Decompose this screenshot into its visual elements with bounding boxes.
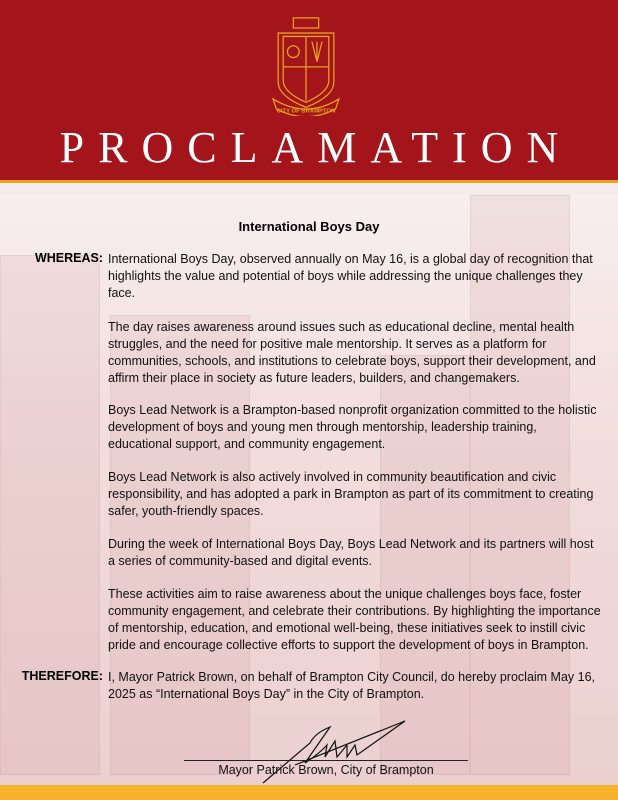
text-line: responsibility, and has adopted a park in Brampton as part of its commitment to creating <box>108 487 594 501</box>
text-line: safer, youth-friendly spaces. <box>108 504 264 518</box>
paragraph-2 <box>108 319 596 387</box>
text-line: communities, schools, and institutions to celebrate boys, support their development, and <box>108 354 596 368</box>
text-line: The day raises awareness around issues such as educational decline, mental health <box>108 320 575 334</box>
text-line: International Boys Day, observed annually on May 16, is a global day of recognition that <box>108 252 593 266</box>
text-line: These activities aim to raise awareness about the unique challenges boys face, foster <box>108 587 582 601</box>
text-line: struggles, and the need for positive male mentorship. It serves as a platform for <box>108 337 547 351</box>
text-line: Boys Lead Network is a Brampton-based nonprofit organization committed to the holistic <box>108 403 597 417</box>
paragraph-4 <box>108 469 593 520</box>
divider-strip <box>0 183 618 195</box>
text-line: highlights the value and potential of boys while addressing the unique challenges they <box>108 269 583 283</box>
therefore-paragraph <box>108 669 595 703</box>
text-line: During the week of International Boys Day, Boys Lead Network and its partners will host <box>108 537 594 551</box>
text-line: educational support, and community engagement. <box>108 437 386 451</box>
paragraph-3 <box>108 402 596 453</box>
text-line: pride and encourage collective efforts to support the development of boys in Brampton. <box>108 638 589 652</box>
text-line: a series of community-based and digital events. <box>108 554 373 568</box>
text-line: community engagement, and celebrate their contributions. By highlighting the importance <box>108 604 601 618</box>
paragraph-1 <box>108 251 593 302</box>
header-banner <box>0 0 618 180</box>
paragraph-6 <box>108 586 601 654</box>
whereas-label: WHEREAS: <box>34 251 103 265</box>
svg-text:CITY OF BRAMPTON: CITY OF BRAMPTON <box>276 108 336 115</box>
text-line: face. <box>108 286 136 300</box>
text-line: 2025 as “International Boys Day” in the City of Brampton. <box>108 687 425 701</box>
signatory-name: Mayor Patrick Brown, City of Brampton <box>218 763 434 777</box>
text-line: development of boys and young men through mentorship, leadership training, <box>108 420 537 434</box>
document-title: International Boys Day <box>238 219 380 234</box>
paragraph-5 <box>108 536 593 570</box>
city-crest-logo <box>268 16 344 116</box>
text-line: Boys Lead Network is also actively involved in community beautification and civic <box>108 470 557 484</box>
proclamation-heading: PROCLAMATION <box>59 123 573 172</box>
signature-line <box>184 760 468 761</box>
footer-bar <box>0 785 618 800</box>
text-line: I, Mayor Patrick Brown, on behalf of Brampton City Council, do hereby proclaim May 16, <box>108 670 596 684</box>
text-line: of mentorship, education, and emotional well-being, these initiatives seek to instill civic <box>108 621 586 635</box>
therefore-label: THEREFORE: <box>21 669 103 683</box>
text-line: affirm their place in society as future leaders, builders, and changemakers. <box>108 371 520 385</box>
